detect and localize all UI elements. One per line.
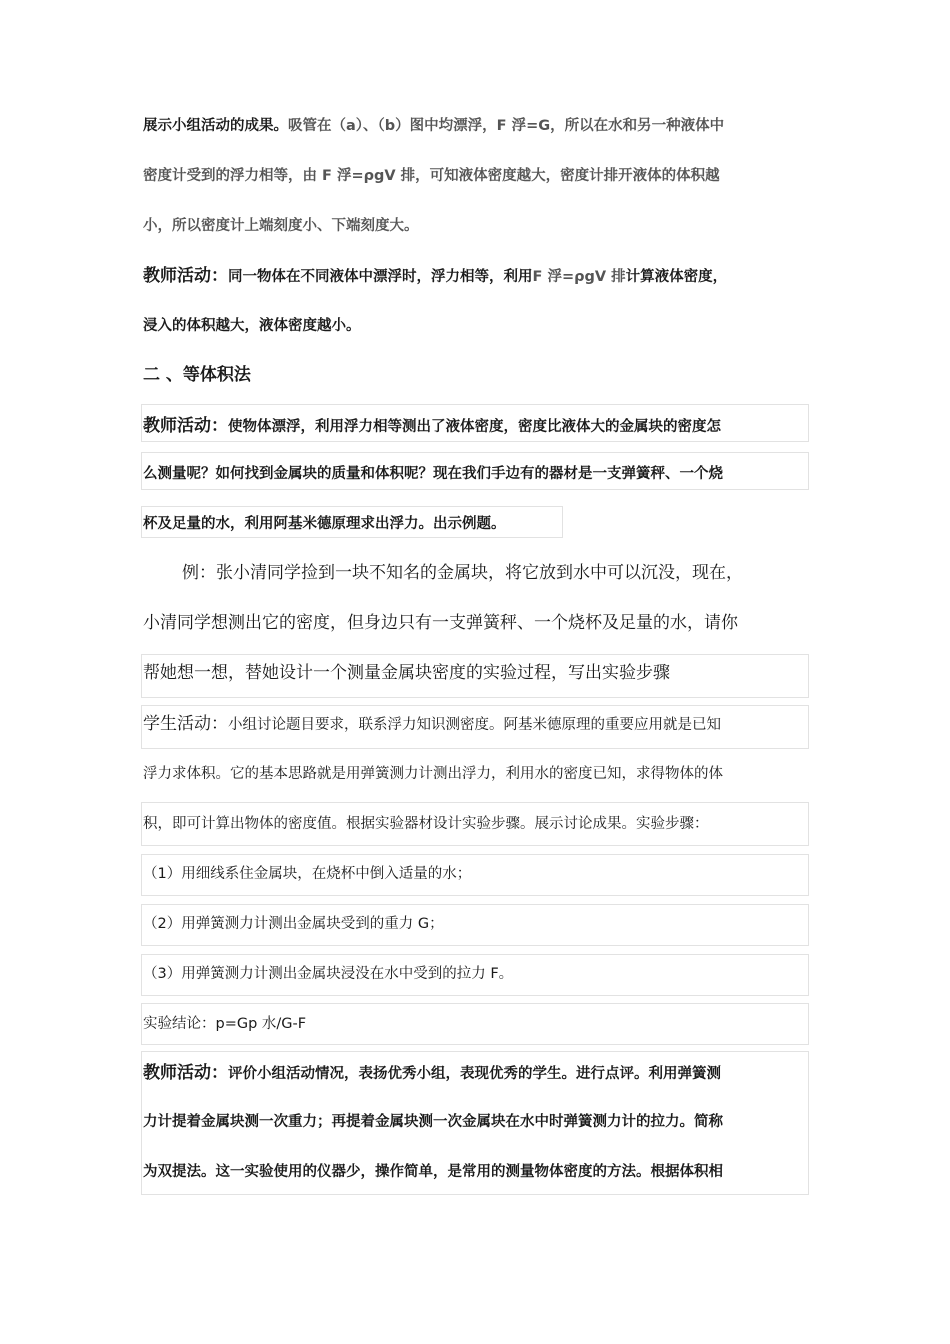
paragraph-line: 力计提着金属块测一次重力；再提着金属块测一次金属块在水中时弹簧测力计的拉力。简称 bbox=[143, 1114, 723, 1130]
paragraph-line: 浮力求体积。它的基本思路就是用弹簧测力计测出浮力，利用水的密度已知，求得物体的体 bbox=[143, 766, 723, 782]
step-item: （1）用细线系住金属块，在烧杯中倒入适量的水； bbox=[143, 866, 472, 882]
teacher-text: 使物体漂浮，利用浮力相等测出了液体密度，密度比液体大的金属块的密度怎 bbox=[228, 419, 721, 435]
body-text: 吸管在（a）、（b）图中均漂浮，F 浮=G，所以在水和另一种液体中 bbox=[288, 118, 725, 134]
step-item: （3）用弹簧测力计测出金属块浸没在水中受到的拉力 F。 bbox=[143, 966, 514, 982]
paragraph-line: 杯及足量的水，利用阿基米德原理求出浮力。出示例题。 bbox=[143, 516, 506, 532]
teacher-text: 计算液体密度， bbox=[625, 269, 728, 285]
paragraph-line bbox=[143, 114, 811, 135]
teacher-activity-2 bbox=[143, 411, 811, 436]
lead-text: 展示小组活动的成果。 bbox=[143, 118, 288, 134]
teacher-activity-3 bbox=[143, 1058, 811, 1083]
student-text: 小组讨论题目要求，联系浮力知识测密度。阿基米德原理的重要应用就是已知 bbox=[228, 717, 721, 733]
example-line: 例：张小清同学捡到一块不知名的金属块，将它放到水中可以沉没，现在， bbox=[182, 563, 743, 583]
teacher-activity-1 bbox=[143, 261, 811, 286]
paragraph-line: 积，即可计算出物体的密度值。根据实验器材设计实验步骤。展示讨论成果。实验步骤： bbox=[143, 816, 709, 832]
teacher-text: 评价小组活动情况，表扬优秀小组，表现优秀的学生。进行点评。利用弹簧测 bbox=[228, 1066, 721, 1082]
paragraph-line: 小，所以密度计上端刻度小、下端刻度大。 bbox=[143, 218, 419, 234]
student-activity bbox=[143, 709, 811, 734]
teacher-label: 教师活动： bbox=[143, 1063, 228, 1083]
teacher-text: 同一物体在不同液体中漂浮时，浮力相等，利用 bbox=[228, 269, 533, 285]
teacher-label: 教师活动： bbox=[143, 416, 228, 436]
section-heading: 二 、等体积法 bbox=[143, 365, 251, 385]
conclusion-line: 实验结论：p=Gp 水/G-F bbox=[143, 1016, 307, 1032]
example-line: 帮她想一想，替她设计一个测量金属块密度的实验过程，写出实验步骤 bbox=[143, 663, 670, 683]
formula-text: F 浮=ρgV 排 bbox=[532, 269, 626, 285]
example-line: 小清同学想测出它的密度，但身边只有一支弹簧秤、一个烧杯及足量的水，请你 bbox=[143, 613, 738, 633]
teacher-label: 教师活动： bbox=[143, 266, 228, 286]
paragraph-line: 为双提法。这一实验使用的仪器少，操作简单，是常用的测量物体密度的方法。根据体积相 bbox=[143, 1164, 723, 1180]
paragraph-line: 么测量呢？如何找到金属块的质量和体积呢？现在我们手边有的器材是一支弹簧秤、一个烧 bbox=[143, 466, 723, 482]
paragraph-line: 浸入的体积越大，液体密度越小。 bbox=[143, 318, 361, 334]
paragraph-line: 密度计受到的浮力相等，由 F 浮=ρgV 排，可知液体密度越大，密度计排开液体的体积越 bbox=[143, 168, 720, 184]
student-label: 学生活动： bbox=[143, 714, 228, 734]
step-item: （2）用弹簧测力计测出金属块受到的重力 G； bbox=[143, 916, 444, 932]
